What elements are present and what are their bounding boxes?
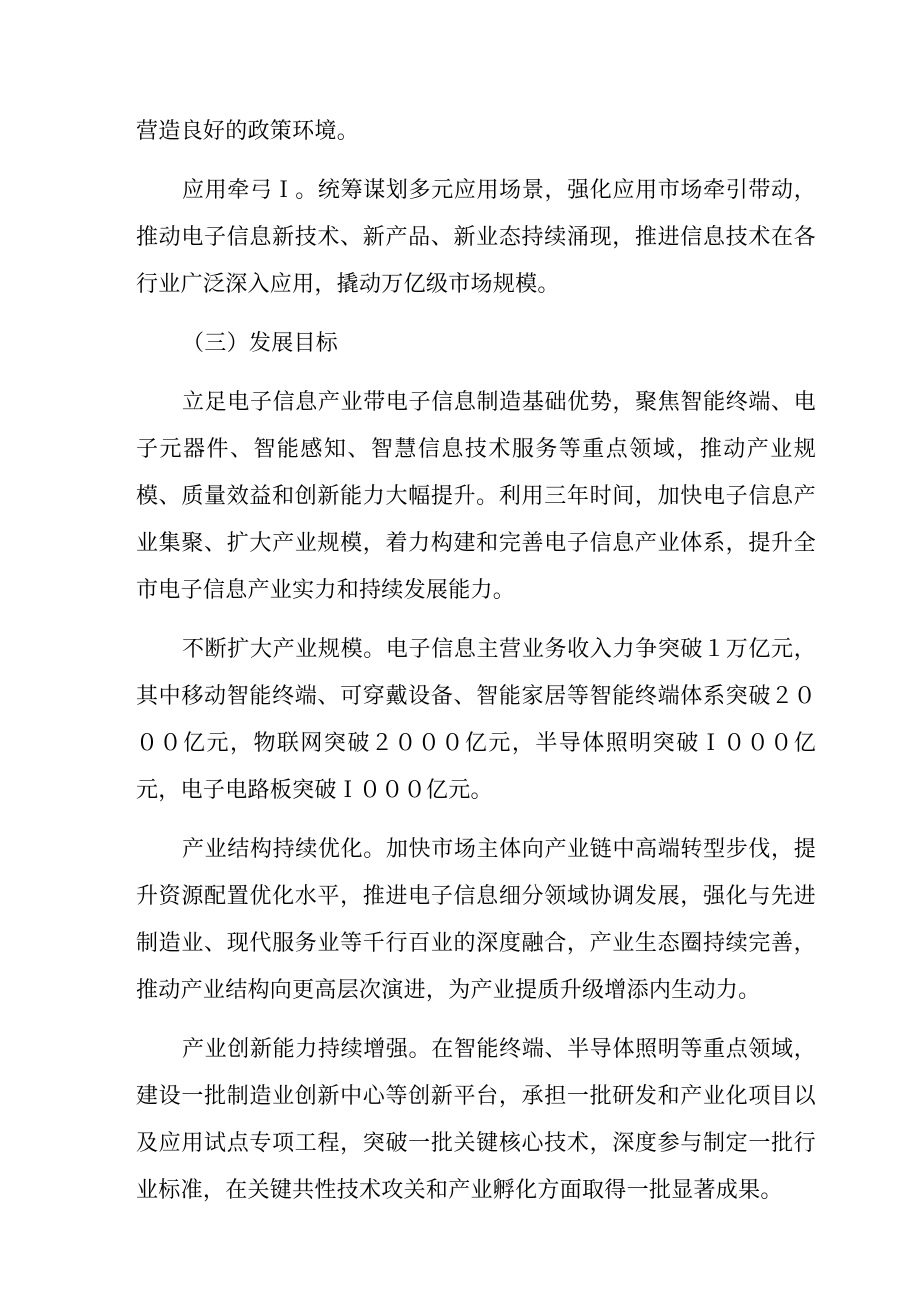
paragraph-innovation-capability: 产业创新能力持续增强。在智能终端、半导体照明等重点领域，建设一批制造业创新中心等创新平台，承担一批研发和产业化项目以及应用试点专项工程，突破一批关键核心技术，深度参与制定一批行业标准，在关键共性技术攻关和产业孵化方面取得一批显著成果。 [136,1037,816,1203]
document-body [136,108,816,1214]
paragraph-structure-optimization: 产业结构持续优化。加快市场主体向产业链中高端转型步伐，提升资源配置优化水平，推进电子信息细分领域协调发展，强化与先进制造业、现代服务业等千行百业的深度融合，产业生态圈持续完善，推动产业结构向更高层次演进，为产业提质升级增添内生动力。 [136,837,816,1003]
paragraph-gap [136,367,816,379]
paragraph-gap [136,614,816,626]
paragraph-application-traction: 应用牵弓Ｉ。统筹谋划多元应用场景，强化应用市场牵引带动，推动电子信息新技术、新产品、新业态持续涌现，推进信息技术在各行业广泛深入应用，撬动万亿级市场规模。 [136,178,816,297]
paragraph-industry-scale: 不断扩大产业规模。电子信息主营业务收入力争突破１万亿元，其中移动智能终端、可穿戴设备、智能家居等智能终端体系突破２０００亿元，物联网突破２０００亿元，半导体照明突破Ｉ０００亿元，电子电路板突破Ｉ０００亿元。 [136,637,816,803]
paragraph-gap [136,308,816,320]
paragraph-policy-environment: 营造良好的政策环境。 [136,119,360,144]
paragraph-gap [136,814,816,826]
paragraph-goals-overview: 立足电子信息产业带电子信息制造基础优势，聚焦智能终端、电子元器件、智能感知、智慧信息技术服务等重点领域，推动产业规模、质量效益和创新能力大幅提升。利用三年时间，加快电子信息产业集聚、扩大产业规模，着力构建和完善电子信息产业体系，提升全市电子信息产业实力和持续发展能力。 [136,390,816,603]
section-heading-development-goals: （三）发展目标 [182,331,339,356]
paragraph-gap [136,1014,816,1026]
paragraph-gap [136,155,816,167]
